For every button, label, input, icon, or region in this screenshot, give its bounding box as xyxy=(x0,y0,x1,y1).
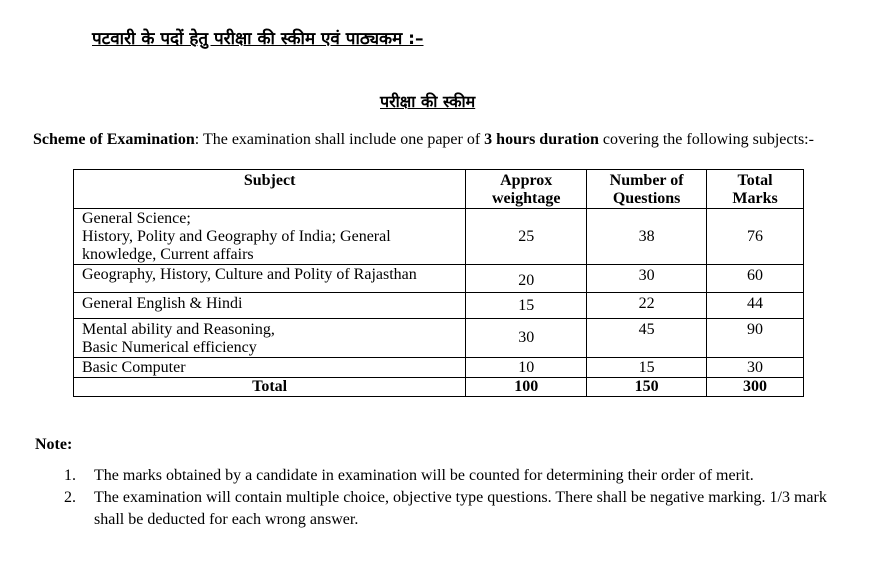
hindi-subtitle: परीक्षा की स्कीम xyxy=(380,92,476,111)
scheme-label: Scheme of Examination xyxy=(33,131,195,148)
marks-cell: 90 xyxy=(707,319,804,358)
total-questions-cell: 150 xyxy=(587,378,707,397)
table-row xyxy=(74,319,804,358)
list-item-text: The examination will contain multiple choice, objective type questions. There shall be negative marking. 1/3 mark shall be deducted for each wrong answer. xyxy=(94,489,827,528)
questions-cell: 22 xyxy=(587,293,707,319)
weightage-cell: 20 xyxy=(466,265,587,293)
marks-cell: 44 xyxy=(707,293,804,319)
table-header-row xyxy=(74,170,804,209)
table-row xyxy=(74,293,804,319)
questions-cell: 15 xyxy=(587,358,707,378)
note-list xyxy=(56,465,846,531)
total-marks-cell: 300 xyxy=(707,378,804,397)
scheme-paragraph xyxy=(33,131,814,149)
header-marks: Total Marks xyxy=(707,170,804,209)
list-item xyxy=(56,465,846,487)
table-row xyxy=(74,358,804,378)
table-total-row xyxy=(74,378,804,397)
weightage-cell: 30 xyxy=(466,319,587,358)
subject-cell: Geography, History, Culture and Polity of Rajasthan xyxy=(74,265,466,293)
scheme-text-before: : The examination shall include one paper of xyxy=(194,131,485,148)
scheme-text-after: covering the following subjects:- xyxy=(598,131,814,148)
list-item-text: The marks obtained by a candidate in examination will be counted for determining their order of merit. xyxy=(94,467,754,484)
table-row xyxy=(74,265,804,293)
header-questions: Number of Questions xyxy=(587,170,707,209)
header-weightage: Approx weightage xyxy=(466,170,587,209)
scheme-duration: 3 hours duration xyxy=(484,131,599,148)
weightage-cell: 25 xyxy=(466,209,587,265)
list-item xyxy=(56,487,846,531)
total-label-cell: Total xyxy=(74,378,466,397)
hindi-title: पटवारी के पदों हेतु परीक्षा की स्कीम एवं पाठ्यकम :– xyxy=(92,29,424,49)
questions-cell: 30 xyxy=(587,265,707,293)
questions-cell: 45 xyxy=(587,319,707,358)
marks-cell: 60 xyxy=(707,265,804,293)
table-row xyxy=(74,209,804,265)
questions-cell: 38 xyxy=(587,209,707,265)
marks-cell: 76 xyxy=(707,209,804,265)
header-subject: Subject xyxy=(74,170,466,209)
note-heading: Note: xyxy=(35,436,73,453)
list-item-number: 2. xyxy=(64,489,76,506)
exam-scheme-table xyxy=(73,169,804,397)
list-item-number: 1. xyxy=(64,467,76,484)
subject-cell: General English & Hindi xyxy=(74,293,466,319)
subject-cell: Basic Computer xyxy=(74,358,466,378)
subject-cell: Mental ability and Reasoning, Basic Numerical efficiency xyxy=(74,319,466,358)
total-weightage-cell: 100 xyxy=(466,378,587,397)
marks-cell: 30 xyxy=(707,358,804,378)
subject-cell: General Science; History, Polity and Geography of India; General knowledge, Current affairs xyxy=(74,209,466,265)
weightage-cell: 10 xyxy=(466,358,587,378)
weightage-cell: 15 xyxy=(466,293,587,319)
